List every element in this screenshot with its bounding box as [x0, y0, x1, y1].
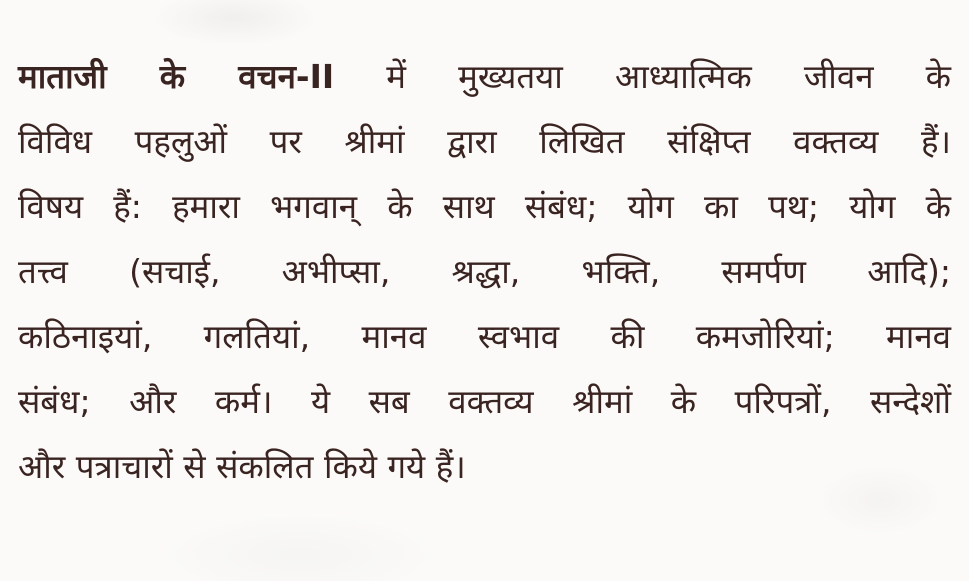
text-line-6: संबंध; और कर्म। ये सब वक्तव्य श्रीमां के परिपत्रों, सन्देशों	[18, 382, 951, 421]
text-line-2: विविध पहलुओं पर श्रीमां द्वारा लिखित संक्षिप्त वक्तव्य हैं।	[18, 122, 951, 161]
text-line-5: कठिनाइयां, गलतियां, मानव स्वभाव की कमजोरियां; मानव	[18, 317, 951, 356]
text-line-1-rest: में मुख्यतया आध्यात्मिक जीवन के	[386, 57, 951, 96]
text-line-3: विषय हैं: हमारा भगवान् के साथ संबंध; योग का पथ; योग के	[18, 187, 951, 226]
text-line-4: तत्त्व (सचाई, अभीप्सा, श्रद्धा, भक्ति, समर्पण आदि);	[18, 252, 951, 291]
text-line-1	[18, 44, 951, 109]
book-title: माताजी के वचन-II	[18, 57, 335, 96]
text-line-7: और पत्राचारों से संकलित किये गये हैं।	[18, 447, 466, 486]
paragraph	[18, 44, 951, 499]
